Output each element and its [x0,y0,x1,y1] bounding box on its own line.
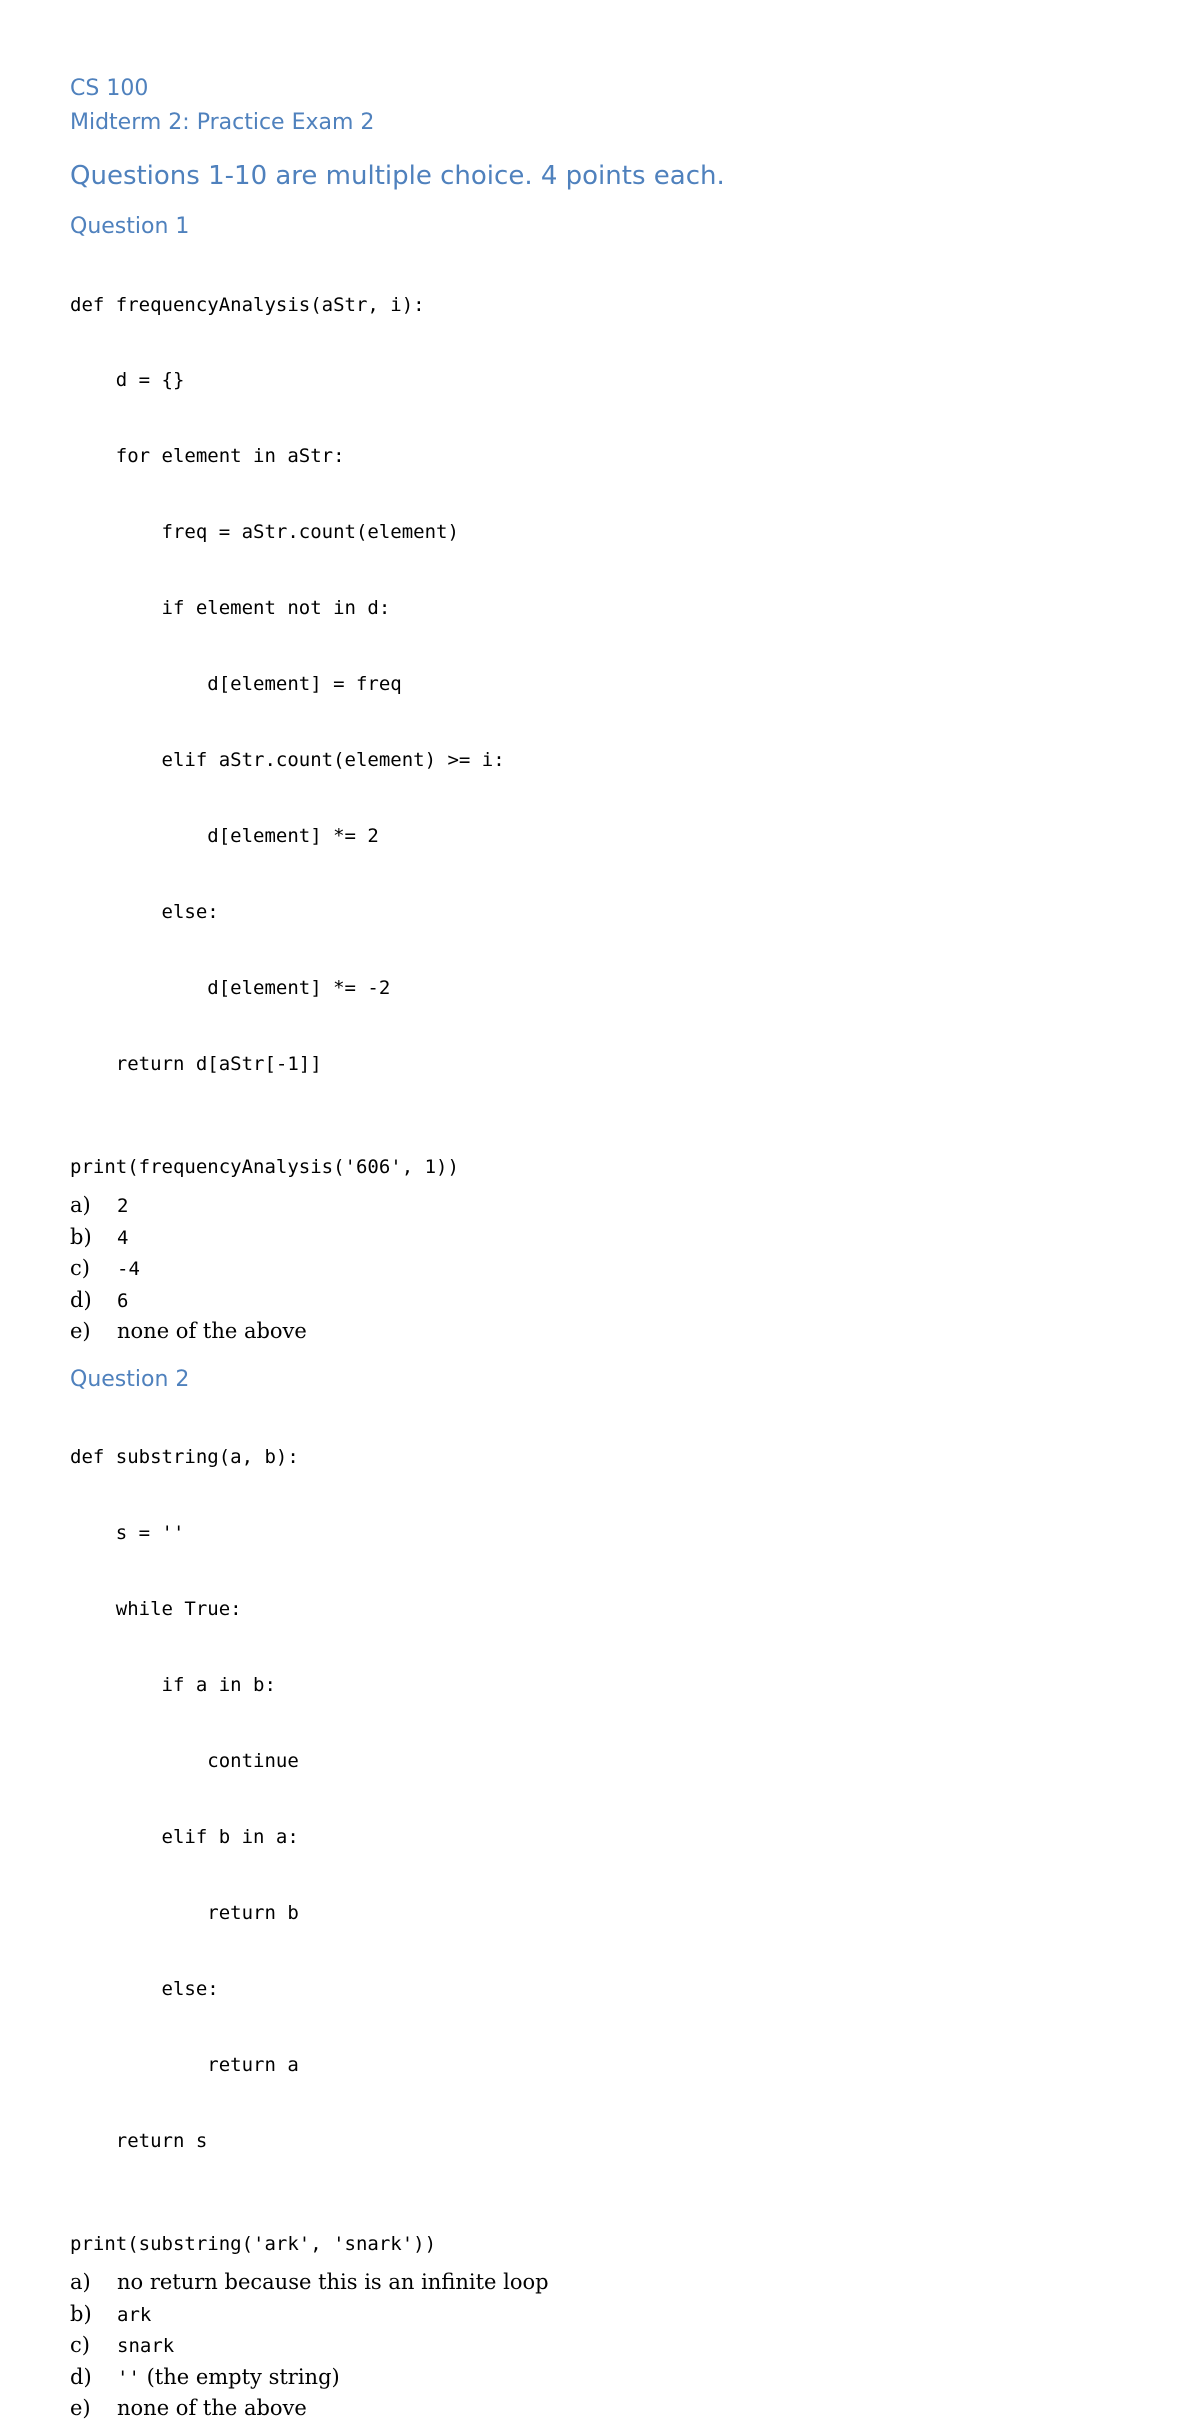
code-line: if element not in d: [70,597,391,620]
choice-letter: c) [70,2333,90,2358]
choice-text: -4 [117,1258,140,1281]
print-call: print(substring('ark', 'snark')) [70,2233,437,2256]
choice-letter: b) [70,2301,92,2326]
choice-text: 6 [117,1289,129,1312]
code-line: return s [70,2129,208,2152]
question-heading: Question 1 [70,214,190,239]
choice-text: 2 [117,1195,129,1218]
code-line: return b [70,1901,299,1924]
code-line: for element in aStr: [70,445,345,468]
code-block [70,1395,1130,2205]
question-heading: Question 2 [70,1366,190,1392]
choice-letter: c) [70,1256,90,1281]
choice-letter: e) [70,2396,91,2421]
code-line: continue [70,1750,299,1773]
exam-subtitle: Midterm 2: Practice Exam 2 [70,110,375,135]
choice-text: ark [117,2303,152,2326]
code-line: d[element] *= 2 [70,824,379,847]
choice-b[interactable] [70,1222,1130,1254]
code-line: else: [70,1977,219,2000]
code-line: d[element] *= -2 [70,976,391,999]
code-line: d[element] = freq [70,673,402,696]
choice-text: snark [117,2335,175,2358]
choice-text: (the empty string) [139,2364,340,2389]
course-title: CS 100 [70,76,149,101]
choice-c[interactable] [70,1253,1130,1285]
choice-list [70,1190,1130,1348]
choice-a[interactable] [70,2267,1130,2299]
choice-c[interactable] [70,2330,1130,2362]
code-line: freq = aStr.count(element) [70,521,459,544]
code-line: def frequencyAnalysis(aStr, i): [70,293,425,316]
code-line: else: [70,900,219,923]
code-line: def substring(a, b): [70,1446,299,1469]
choice-code: '' [117,2366,140,2389]
question-1 [70,212,1130,1348]
code-line: return d[aStr[-1]] [70,1052,322,1075]
choice-letter: d) [70,2364,92,2389]
exam-page [70,74,1130,2425]
choice-text: no return because this is an infinite loop [117,2270,549,2295]
code-block [70,242,1130,1127]
code-line: s = '' [70,1522,185,1545]
choice-d[interactable] [70,1285,1130,1317]
code-line: elif b in a: [70,1825,299,1848]
code-line: while True: [70,1598,242,1621]
choice-list [70,2267,1130,2425]
choice-a[interactable] [70,1190,1130,1222]
choice-text: none of the above [117,1319,307,1344]
choice-e[interactable] [70,2393,1130,2425]
choice-b[interactable] [70,2299,1130,2331]
choice-text: 4 [117,1226,129,1249]
choice-text: none of the above [117,2396,307,2421]
question-2 [70,1365,1130,2425]
code-line: return a [70,2053,299,2076]
choice-letter: d) [70,1287,92,1312]
instructions-heading: Questions 1-10 are multiple choice. 4 points each. [70,161,725,191]
choice-letter: b) [70,1224,92,1249]
code-line: if a in b: [70,1674,276,1697]
choice-letter: e) [70,1319,91,1344]
choice-d[interactable] [70,2362,1130,2394]
code-line: elif aStr.count(element) >= i: [70,748,505,771]
choice-letter: a) [70,1193,91,1218]
code-line: d = {} [70,369,185,392]
choice-e[interactable] [70,1316,1130,1348]
choice-letter: a) [70,2270,91,2295]
print-call: print(frequencyAnalysis('606', 1)) [70,1156,459,1179]
